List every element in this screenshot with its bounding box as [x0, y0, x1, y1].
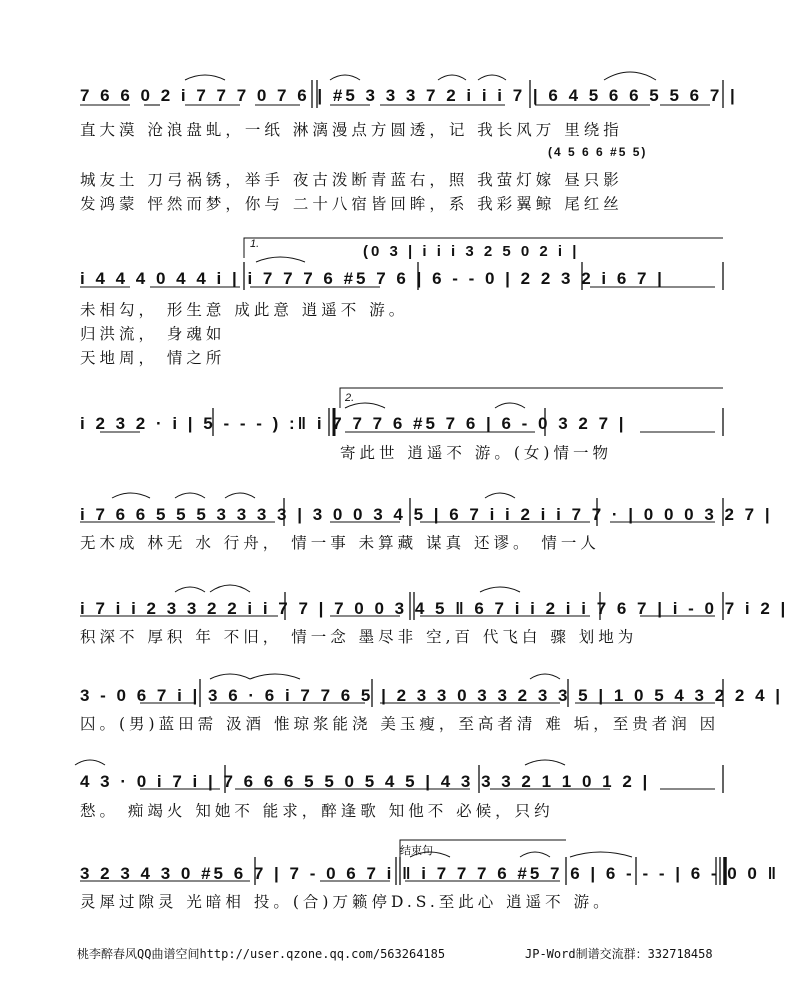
notation-line-1: 7 6 6 0 2 i 7 7 7 0 7 6 | #5 3 3 3 7 2 i i i 7 | 6 4 5 6 6 5 5 6 7 |: [80, 86, 738, 105]
alt-notation-2: (0 3 | i i i 3 2 5 0 2 i |: [363, 243, 580, 260]
lyric-line-4: 无木成 林无 水 行舟， 情一事 未算藏 谋真 还谬。 情一人: [80, 534, 600, 552]
notation-line-7: 4 3 · 0 i 7 i | 7 6 6 6 5 5 0 5 4 5 | 4 3 3 3 2 1 1 0 1 2 |: [80, 772, 651, 791]
notation-line-2: i 4 4 4 0 4 4 i | i 7 7 7 6 #5 7 6 | 6 - - 0 | 2 2 3 2 i 6 7 |: [80, 269, 665, 288]
lyric-line-3: 寄此世 逍遥不 游。(女)情一物: [340, 444, 612, 462]
footer-source: 桃李醉春风QQ曲谱空间http://user.qzone.qq.com/563264185: [77, 947, 446, 961]
volta-2-label: 2.: [345, 392, 355, 404]
lyric-line-1a: 直大漠 沧浪盘虬，一纸 淋漓漫点方圆透，记 我长风万 里绕指: [80, 121, 623, 139]
lyric-line-2a: 未相勾， 形生意 成此意 逍遥不 游。: [80, 301, 409, 319]
notation-line-6: 3 - 0 6 7 i | 3 6 · 6 i 7 7 6 5 | 2 3 3 0 3 3 2 3 3 5 | 1 0 5 4 3 2 2 4 |: [80, 686, 784, 705]
alt-notation-1: (4 5 6 6 #5 5): [548, 145, 648, 159]
lyric-line-1b: 城友土 刀弓祸锈，举手 夜古泼断青蓝右，照 我萤灯嫁 昼只影: [80, 171, 623, 189]
lyric-line-5: 积深不 厚积 年 不旧， 情一念 墨尽非 空,百 代飞白 骤 划地为: [80, 628, 638, 646]
footer-group: JP-Word制谱交流群：332718458: [525, 947, 713, 961]
lyric-line-2c: 天地周， 情之所: [80, 349, 226, 367]
lyric-line-8: 灵犀过隙灵 光暗相 投。(合)万籁停D.S.至此心 逍遥不 游。: [80, 893, 613, 911]
notation-line-8: 3 2 3 4 3 0 #5 6 7 | 7 - 0 6 7 i ‖ i 7 7 7 6 #5 7 6 | 6 - - - | 6 - 0 0 ‖: [80, 864, 780, 883]
lyric-line-1c: 发鸿蒙 怦然而梦，你与 二十八宿皆回眸，系 我彩翼鲸 尾红丝: [80, 195, 623, 213]
lyric-line-2b: 归洪流， 身魂如: [80, 325, 226, 343]
notation-line-4: i 7 6 6 5 5 5 3 3 3 3 | 3 0 0 3 4 5 | 6 7 i i 2 i i 7 7 · | 0 0 0 3 2 7 |: [80, 505, 773, 524]
notation-line-5: i 7 i i 2 3 3 2 2 i i 7 7 | 7 0 0 3 4 5 ‖ 6 7 i i 2 i i 7 6 7 | i - 0 7 i 2 |: [80, 599, 789, 618]
notation-line-3: i 2 3 2 · i | 5 - - - ) :‖ i 7 7 7 6 #5 7 6 | 6 - 0 3 2 7 |: [80, 414, 627, 433]
lyric-line-7: 愁。 痴竭火 知她不 能求，醉逢歌 知他不 必候，只约: [80, 802, 554, 820]
lyric-line-6: 囚。(男)蓝田需 汲酒 惟琼浆能浇 美玉瘦，至高者清 难 垢，至贵者润 因: [80, 715, 720, 733]
ending-label: 结束句: [400, 845, 433, 857]
volta-1-label: 1.: [250, 238, 260, 250]
